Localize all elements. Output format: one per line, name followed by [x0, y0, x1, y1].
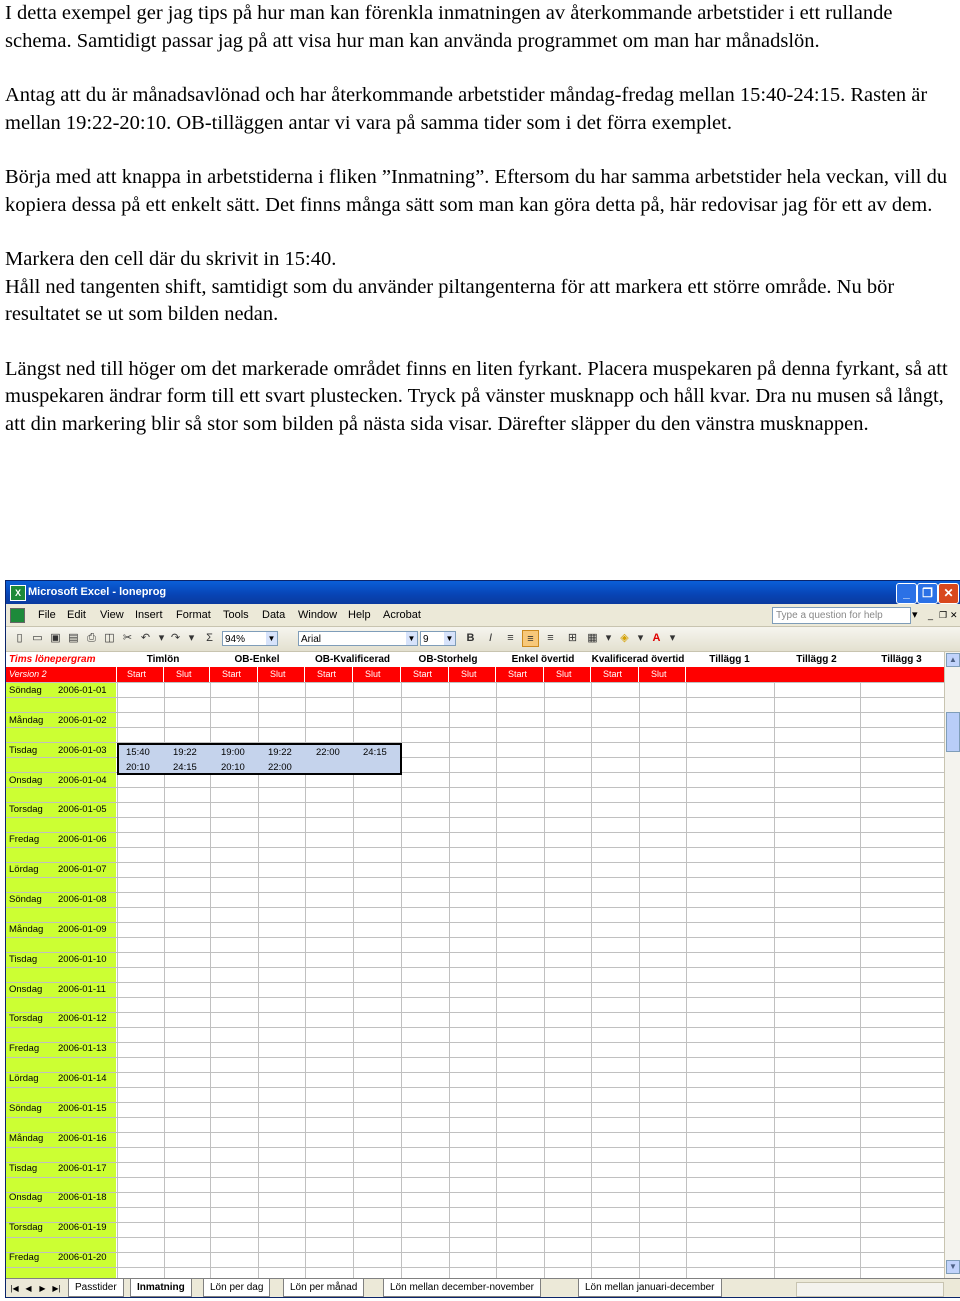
- day-name: Måndag: [9, 714, 44, 726]
- font-size-select[interactable]: [420, 631, 456, 646]
- day-row[interactable]: [6, 1189, 116, 1219]
- day-date: 2006-01-19: [58, 1222, 107, 1234]
- document-text: [5, 0, 957, 465]
- last-sheet-icon[interactable]: ▶|: [52, 1284, 61, 1293]
- row-gridline: [6, 952, 944, 953]
- day-date: 2006-01-12: [58, 1013, 107, 1025]
- row-gridline: [6, 1237, 944, 1238]
- day-date: 2006-01-07: [58, 864, 107, 876]
- permission-icon[interactable]: ▤: [68, 632, 79, 644]
- row-gridline: [6, 877, 944, 878]
- day-name: Torsdag: [9, 1013, 43, 1025]
- time-cell[interactable]: 22:00: [316, 747, 340, 758]
- header-row-2: [6, 667, 944, 682]
- print-icon[interactable]: ⎙: [87, 632, 96, 644]
- day-name: Onsdag: [9, 983, 43, 995]
- borders-icon[interactable]: ▦: [587, 632, 598, 644]
- tab-lon-per-manad[interactable]: Lön per månad: [283, 1279, 364, 1297]
- font-value: Arial: [301, 634, 322, 645]
- paragraph-3: Börja med att knappa in arbetstiderna i fliken ”Inmatning”. Eftersom du har samma arbetstider hela veckan, vill du kopiera dessa på ett enkelt sätt. Det finns många sätt som man kan göra detta på, här redovisar jag för ett av dem.: [5, 166, 948, 216]
- day-row[interactable]: [6, 1219, 116, 1249]
- slut-label: Slut: [164, 667, 210, 682]
- day-row[interactable]: [6, 742, 116, 772]
- day-name: Fredag: [9, 1043, 40, 1055]
- row-gridline: [6, 1162, 944, 1163]
- excel-app-icon: X: [10, 585, 26, 601]
- header-tillagg-3: Tillägg 3: [860, 652, 944, 667]
- header-enkel-overtid: Enkel övertid: [496, 652, 591, 667]
- day-name: Torsdag: [9, 1222, 43, 1234]
- undo-dropdown-icon[interactable]: ▾: [158, 632, 165, 644]
- header-timlon: Timlön: [117, 652, 210, 667]
- tab-inmatning[interactable]: Inmatning: [130, 1279, 192, 1297]
- day-name: Tisdag: [9, 744, 38, 756]
- day-name: Söndag: [9, 893, 42, 905]
- start-label: Start: [305, 667, 353, 682]
- day-name: Lördag: [9, 1073, 39, 1085]
- fill-color-icon[interactable]: ◈: [620, 632, 629, 644]
- row-gridline: [6, 862, 944, 863]
- minimize-button[interactable]: _: [896, 583, 917, 604]
- day-date: 2006-01-15: [58, 1102, 107, 1114]
- row-gridline: [6, 1192, 944, 1193]
- menu-data[interactable]: Data: [262, 609, 286, 621]
- menu-help[interactable]: Help: [348, 609, 371, 621]
- spreadsheet-grid[interactable]: [6, 652, 944, 1278]
- paragraph-5: Håll ned tangenten shift, samtidigt som du använder piltangenterna för att markera ett större område. Nu bör resultatet se ut som bilden nedan.: [5, 275, 895, 325]
- day-date: 2006-01-18: [58, 1192, 107, 1204]
- row-gridline: [6, 847, 944, 848]
- sum-icon[interactable]: Σ: [206, 632, 213, 644]
- day-date: 2006-01-11: [58, 983, 106, 995]
- row-gridline: [6, 697, 944, 698]
- tab-lon-jan-dec[interactable]: Lön mellan januari-december: [578, 1279, 722, 1297]
- day-row[interactable]: [6, 1040, 116, 1070]
- time-cell[interactable]: 22:00: [268, 762, 292, 773]
- row-gridline: [6, 727, 944, 728]
- row-gridline: [6, 937, 944, 938]
- help-search-input[interactable]: Type a question for help: [772, 607, 911, 624]
- close-button[interactable]: ✕: [938, 583, 959, 604]
- bold-button[interactable]: B: [466, 632, 475, 644]
- redo-icon[interactable]: ↷: [170, 632, 181, 644]
- day-row[interactable]: [6, 921, 116, 951]
- row-gridline: [6, 892, 944, 893]
- time-cell[interactable]: 24:15: [363, 747, 387, 758]
- menu-window[interactable]: Window: [298, 609, 338, 621]
- zoom-select[interactable]: [222, 631, 278, 646]
- scroll-thumb[interactable]: [946, 712, 960, 752]
- day-row[interactable]: [6, 712, 116, 742]
- time-cell[interactable]: 19:00: [221, 747, 245, 758]
- day-row[interactable]: [6, 981, 116, 1011]
- day-date: 2006-01-09: [58, 923, 107, 935]
- time-cell[interactable]: 19:22: [268, 747, 292, 758]
- slut-label: Slut: [639, 667, 686, 682]
- row-gridline: [6, 1267, 944, 1268]
- start-label: Start: [496, 667, 544, 682]
- row-gridline: [6, 832, 944, 833]
- row-gridline: [6, 1102, 944, 1103]
- cut-icon[interactable]: ✂: [122, 632, 133, 644]
- day-row[interactable]: [6, 831, 116, 861]
- version-label: Version 2: [6, 667, 117, 682]
- row-gridline: [6, 982, 944, 983]
- row-gridline: [6, 1072, 944, 1073]
- maximize-button[interactable]: ❐: [917, 583, 938, 604]
- align-center-icon[interactable]: ≡: [522, 630, 539, 647]
- day-date: 2006-01-10: [58, 953, 107, 965]
- row-gridline: [6, 682, 944, 683]
- merge-icon[interactable]: ⊞: [567, 632, 578, 644]
- first-sheet-icon[interactable]: |◀: [10, 1284, 19, 1293]
- vertical-scrollbar[interactable]: [944, 652, 960, 1278]
- time-cell[interactable]: 24:15: [173, 762, 197, 773]
- menu-bar: [6, 604, 960, 627]
- day-date: 2006-01-13: [58, 1043, 107, 1055]
- align-left-icon[interactable]: ≡: [507, 632, 514, 644]
- chevron-down-icon: ▼: [407, 634, 416, 643]
- chevron-down-icon: ▼: [267, 634, 276, 643]
- slut-label: Slut: [449, 667, 496, 682]
- menu-insert[interactable]: Insert: [135, 609, 163, 621]
- day-date: 2006-01-02: [58, 714, 107, 726]
- day-row[interactable]: [6, 861, 116, 891]
- row-gridline: [6, 1117, 944, 1118]
- start-label: Start: [117, 667, 164, 682]
- day-name: Lördag: [9, 864, 39, 876]
- row-gridline: [6, 712, 944, 713]
- row-gridline: [6, 1222, 944, 1223]
- day-row[interactable]: [6, 682, 116, 712]
- day-date: 2006-01-14: [58, 1073, 107, 1085]
- prev-sheet-icon[interactable]: ◀: [25, 1284, 32, 1293]
- font-color-icon[interactable]: A: [652, 632, 661, 644]
- row-gridline: [6, 1132, 944, 1133]
- tab-passtider[interactable]: Passtider: [68, 1279, 124, 1297]
- header-kvalificerad-overtid: Kvalificerad övertid: [591, 654, 685, 665]
- row-gridline: [6, 997, 944, 998]
- row-gridline: [6, 1252, 944, 1253]
- tab-lon-per-dag[interactable]: Lön per dag: [203, 1279, 270, 1297]
- day-date: 2006-01-08: [58, 893, 107, 905]
- open-icon[interactable]: ▭: [32, 632, 43, 644]
- doc-close-button[interactable]: ✕: [950, 610, 958, 620]
- day-row[interactable]: [6, 1249, 116, 1278]
- paragraph-1: I detta exempel ger jag tips på hur man kan förenkla inmatningen av återkommande arbetstider i ett rullande schema. Samtidigt passar jag på att visa hur man kan använda programmet om man har månadslön.: [5, 2, 893, 52]
- start-label: Start: [401, 667, 449, 682]
- time-cell[interactable]: 20:10: [221, 762, 245, 773]
- time-cell[interactable]: 15:40: [126, 747, 150, 758]
- day-date: 2006-01-06: [58, 834, 107, 846]
- day-name: Torsdag: [9, 804, 43, 816]
- row-gridline: [6, 1147, 944, 1148]
- day-name: Tisdag: [9, 1162, 38, 1174]
- help-dropdown-icon[interactable]: ▾: [912, 609, 918, 621]
- row-gridline: [6, 787, 944, 788]
- row-gridline: [6, 922, 944, 923]
- undo-icon[interactable]: ↶: [140, 632, 151, 644]
- day-row[interactable]: [6, 1070, 116, 1100]
- row-gridline: [6, 1042, 944, 1043]
- window-title: Microsoft Excel - loneprog: [28, 586, 167, 598]
- day-row[interactable]: [6, 1160, 116, 1190]
- menu-tools[interactable]: Tools: [223, 609, 249, 621]
- italic-button[interactable]: I: [488, 632, 493, 644]
- day-row[interactable]: [6, 801, 116, 831]
- doc-minimize-button[interactable]: _: [928, 610, 934, 620]
- header-tillagg-1: Tillägg 1: [686, 652, 774, 667]
- row-gridline: [6, 1027, 944, 1028]
- day-row[interactable]: [6, 951, 116, 981]
- sheet-tab-bar: [6, 1278, 960, 1298]
- slut-label: Slut: [544, 667, 591, 682]
- zoom-value: 94%: [225, 634, 246, 645]
- row-gridline: [6, 802, 944, 803]
- time-cell[interactable]: 19:22: [173, 747, 197, 758]
- row-gridline: [6, 1207, 944, 1208]
- day-date: 2006-01-05: [58, 804, 107, 816]
- slut-label: Slut: [353, 667, 401, 682]
- day-date: 2006-01-20: [58, 1252, 107, 1264]
- align-right-icon[interactable]: ≡: [547, 632, 554, 644]
- row-gridline: [6, 967, 944, 968]
- day-name: Måndag: [9, 923, 44, 935]
- menu-file[interactable]: File: [38, 609, 56, 621]
- day-row[interactable]: [6, 891, 116, 921]
- header-row-1: [6, 652, 944, 667]
- selected-range[interactable]: [117, 743, 402, 775]
- row-gridline: [6, 1177, 944, 1178]
- row-gridline: [6, 1087, 944, 1088]
- font-select[interactable]: [298, 631, 418, 646]
- header-tillagg-2: Tillägg 2: [774, 652, 860, 667]
- new-icon[interactable]: ▯: [16, 632, 23, 644]
- paragraph-4: Markera den cell där du skrivit in 15:40.: [5, 248, 337, 270]
- slut-label: Slut: [258, 667, 305, 682]
- menu-view[interactable]: View: [100, 609, 124, 621]
- row-gridline: [6, 1012, 944, 1013]
- day-name: Söndag: [9, 685, 42, 696]
- horizontal-scrollbar[interactable]: [796, 1282, 944, 1297]
- menu-acrobat[interactable]: Acrobat: [383, 609, 421, 621]
- day-name: Fredag: [9, 1252, 40, 1264]
- redo-dropdown-icon[interactable]: ▾: [188, 632, 195, 644]
- day-name: Onsdag: [9, 774, 43, 786]
- doc-restore-button[interactable]: ❐: [939, 610, 948, 620]
- next-sheet-icon[interactable]: ▶: [39, 1284, 46, 1293]
- row-gridline: [6, 817, 944, 818]
- start-label: Start: [591, 667, 639, 682]
- day-date: 2006-01-16: [58, 1132, 107, 1144]
- row-gridline: [6, 907, 944, 908]
- day-date: 2006-01-01: [58, 685, 107, 696]
- start-label: Start: [210, 667, 258, 682]
- row-gridline: [6, 1057, 944, 1058]
- day-name: Onsdag: [9, 1192, 43, 1204]
- day-name: Fredag: [9, 834, 40, 846]
- excel-window: [5, 580, 960, 1298]
- menu-format[interactable]: Format: [176, 609, 211, 621]
- day-date: 2006-01-17: [58, 1162, 107, 1174]
- cell-grid[interactable]: [6, 682, 944, 1278]
- fill-dropdown-icon[interactable]: ▾: [637, 632, 644, 644]
- print-preview-icon[interactable]: ◫: [104, 632, 115, 644]
- scroll-up-icon[interactable]: ▲: [946, 653, 960, 667]
- tab-lon-dec-nov[interactable]: Lön mellan december-november: [383, 1279, 541, 1297]
- day-name: Tisdag: [9, 953, 38, 965]
- time-cell[interactable]: 20:10: [126, 762, 150, 773]
- day-date: 2006-01-03: [58, 744, 107, 756]
- day-row[interactable]: [6, 772, 116, 802]
- paragraph-2: Antag att du är månadsavlönad och har återkommande arbetstider måndag-fredag mellan 15:40-24:15. Rasten är mellan 19:22-20:10. OB-tilläggen antar vi vara på samma tider som i det förra exemplet.: [5, 84, 928, 134]
- day-date: 2006-01-04: [58, 774, 107, 786]
- toolbar: [6, 627, 960, 652]
- title-bar: [6, 581, 960, 604]
- day-row[interactable]: [6, 1010, 116, 1040]
- paragraph-6: Längst ned till höger om det markerade området finns en liten fyrkant. Placera muspekaren på denna fyrkant, så att muspekaren ändrar form till ett svart plustecken. Tryck på vänster musknapp och håll kvar. Dra nu musen så långt, att din markering blir så stor som bilden på nästa sida visar. Därefter släpper du den vänstra musknappen.: [5, 357, 948, 435]
- scroll-down-icon[interactable]: ▼: [946, 1260, 960, 1274]
- save-icon[interactable]: ▣: [50, 632, 61, 644]
- header-ob-kvalificerad: OB-Kvalificerad: [305, 652, 401, 667]
- day-row[interactable]: [6, 1100, 116, 1130]
- day-name: Måndag: [9, 1132, 44, 1144]
- workbook-icon[interactable]: [10, 608, 25, 623]
- program-title: Tims lönepergram: [6, 652, 117, 667]
- font-color-dropdown-icon[interactable]: ▾: [669, 632, 676, 644]
- day-row[interactable]: [6, 1130, 116, 1160]
- day-name: Söndag: [9, 1102, 42, 1114]
- borders-dropdown-icon[interactable]: ▾: [605, 632, 612, 644]
- font-size-value: 9: [423, 634, 429, 645]
- chevron-down-icon: ▼: [445, 634, 454, 643]
- menu-edit[interactable]: Edit: [67, 609, 86, 621]
- header-ob-storhelg: OB-Storhelg: [401, 652, 496, 667]
- header-ob-enkel: OB-Enkel: [210, 652, 305, 667]
